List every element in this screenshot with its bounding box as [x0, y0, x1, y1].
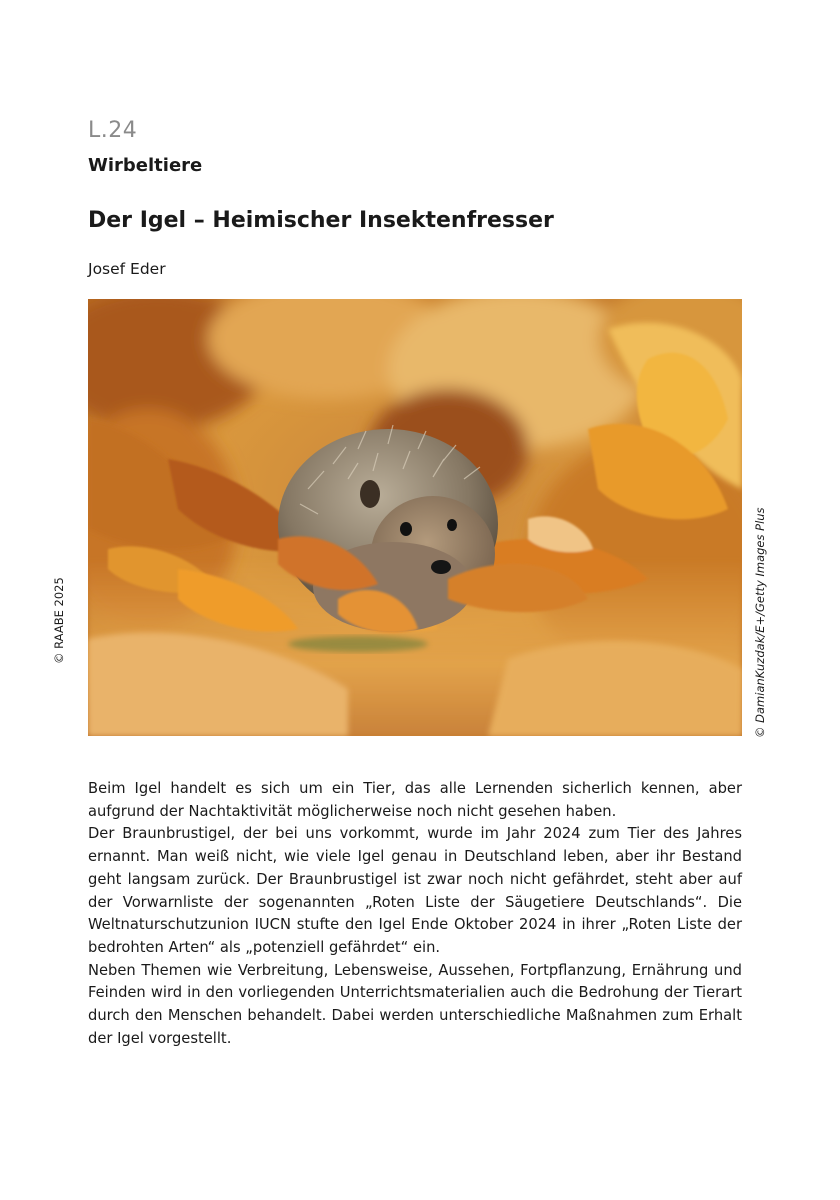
copyright-notice: © RAABE 2025	[52, 577, 66, 664]
author-name: Josef Eder	[88, 260, 166, 278]
photo-credit: © DamianKuzdak/E+/Getty Images Plus	[753, 507, 767, 738]
paragraph: Der Braunbrustigel, der bei uns vorkommt, wurde im Jahr 2024 zum Tier des Jahres ernannt. Man weiß nicht, wie viele Igel genau in Deutschland leben, aber ihr Bestand geht langsam zurück. Der Braunbrustigel ist zwar noch nicht gefährdet, steht aber auf der Vorwarnliste der sogenannten „Roten Liste der Säugetiere Deutschlands“. Die Weltnaturschutzunion IUCN stufte den Igel Ende Oktober 2024 in ihrer „Roten Liste der bedrohten Arten“ als „potenziell gefährdet“ ein.	[88, 825, 742, 956]
paragraph: Beim Igel handelt es sich um ein Tier, das alle Lernenden sicherlich kennen, aber aufgrund der Nachtaktivität möglicherweise noch nicht gesehen haben.	[88, 780, 742, 820]
lesson-code: L.24	[88, 118, 138, 143]
intro-text	[88, 778, 742, 1050]
hedgehog-photo	[88, 299, 742, 736]
category-label: Wirbeltiere	[88, 155, 203, 176]
page-title: Der Igel – Heimischer Insektenfresser	[88, 208, 554, 233]
paragraph: Neben Themen wie Verbreitung, Lebensweise, Aussehen, Fortpflanzung, Ernährung und Feinden wird in den vorliegenden Unterrichtsmaterialien auch die Bedrohung der Tierart durch den Menschen behandelt. Dabei werden unterschiedliche Maßnahmen zum Erhalt der Igel vorgestellt.	[88, 961, 742, 1047]
